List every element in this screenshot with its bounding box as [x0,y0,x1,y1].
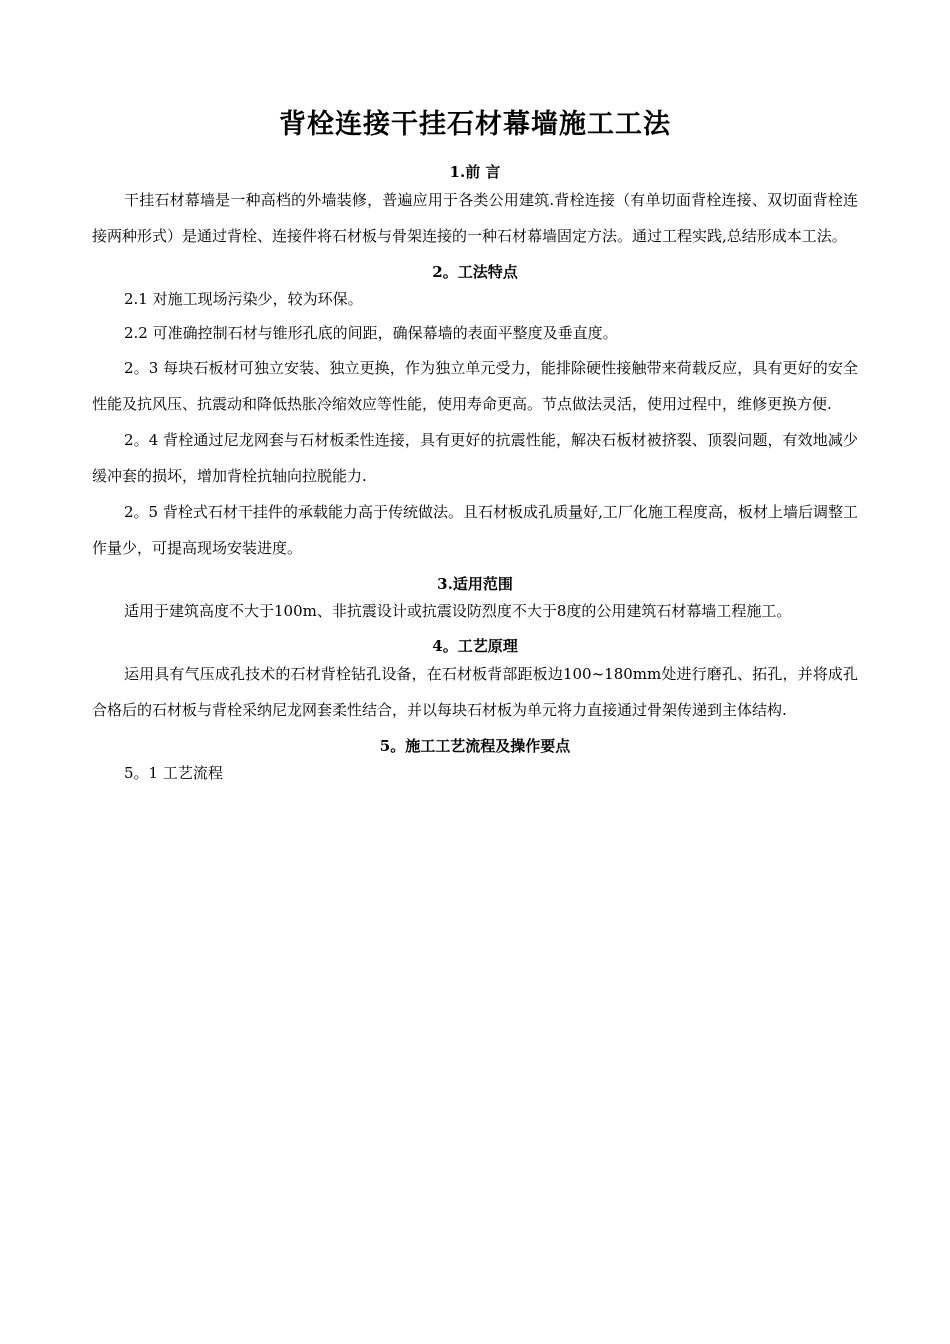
document-title: 背栓连接干挂石材幕墙施工工法 [279,109,671,140]
paragraph-feature-2-5: 2。5 背栓式石材干挂件的承载能力高于传统做法。且石材板成孔质量好,工厂化施工程度高，板材上墙后调整工作量少，可提高现场安装进度。 [92,503,858,557]
paragraph-process-5-1: 5。1 工艺流程 [124,764,223,782]
section-heading-preface: 1.前 言 [449,163,501,181]
section-heading-scope: 3.适用范围 [437,575,513,593]
paragraph-principle: 运用具有气压成孔技术的石材背栓钻孔设备，在石材板背部距板边100~180mm处进行磨孔、拓孔，并将成孔合格后的石材板与背栓采纳尼龙网套柔性结合，并以每块石材板为单元将力直接通过骨架传递到主体结构. [92,665,858,719]
paragraph-preface: 干挂石材幕墙是一种高档的外墙装修，普遍应用于各类公用建筑.背栓连接（有单切面背栓连接、双切面背栓连接两种形式）是通过背栓、连接件将石材板与骨架连接的一种石材幕墙固定方法。通过工程实践,总结形成本工法。 [92,191,858,245]
paragraph-feature-2-1: 2.1 对施工现场污染少，较为环保。 [124,290,363,308]
section-heading-principle: 4。工艺原理 [432,637,518,655]
paragraph-feature-2-2: 2.2 可准确控制石材与锥形孔底的间距，确保幕墙的表面平整度及垂直度。 [124,324,618,342]
section-heading-process: 5。施工工艺流程及操作要点 [379,737,571,755]
document-page [92,100,858,790]
paragraph-scope: 适用于建筑高度不大于100m、非抗震设计或抗震设防烈度不大于8度的公用建筑石材幕墙工程施工。 [124,602,792,620]
section-heading-features: 2。工法特点 [432,263,518,281]
paragraph-feature-2-3: 2。3 每块石板材可独立安装、独立更换，作为独立单元受力，能排除硬性接触带来荷载反应，具有更好的安全性能及抗风压、抗震动和降低热胀冷缩效应等性能，使用寿命更高。节点做法灵活，使用过程中，维修更换方便. [92,359,858,413]
paragraph-feature-2-4: 2。4 背栓通过尼龙网套与石材板柔性连接，具有更好的抗震性能，解决石板材被挤裂、顶裂问题，有效地减少缓冲套的损坏，增加背栓抗轴向拉脱能力. [92,431,858,485]
